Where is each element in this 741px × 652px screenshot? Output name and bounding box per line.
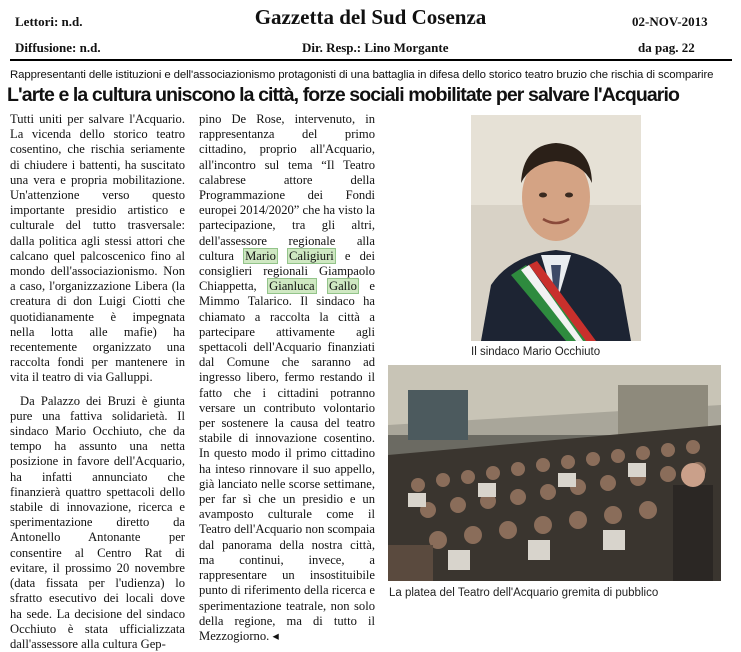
paragraph-3-part-a: pino De Rose, intervenuto, in rappresentanza del primo cittadino, proprio all'Acquario, all'incontro sul tema “Il Teatro calabrese attore della Programmazione dei Fondi europei 2014/2020” che ha visto la partecipazione, tra gli altri, dell'assessore regionale alla cultura bbox=[199, 112, 375, 263]
kicker: Rappresentanti delle istituzioni e dell'associazionismo protagonisti di una battaglia in difesa dello storico teatro bruzio che rischia di scomparire bbox=[10, 69, 714, 81]
highlight-surname: Gallo bbox=[329, 279, 357, 294]
diffusione-label: Diffusione: n.d. bbox=[15, 40, 101, 55]
mayor-photo-caption: Il sindaco Mario Occhiuto bbox=[471, 346, 601, 358]
article-column-2 bbox=[199, 112, 375, 644]
theater-audience-illustration bbox=[388, 365, 721, 581]
highlight-name: Gianluca bbox=[269, 279, 315, 294]
page-label: da pag. 22 bbox=[638, 40, 695, 55]
highlight-surname: Caligiuri bbox=[289, 248, 334, 263]
director-label: Dir. Resp.: Lino Morgante bbox=[302, 40, 449, 55]
mayor-portrait-illustration bbox=[471, 115, 641, 341]
header-rule bbox=[10, 59, 732, 61]
headline: L'arte e la cultura uniscono la città, forze sociali mobilitate per salvare l'Acquario bbox=[7, 84, 680, 106]
theater-photo-caption: La platea del Teatro dell'Acquario gremita di pubblico bbox=[389, 587, 659, 599]
paragraph-1: Tutti uniti per salvare l'Acquario. La vicenda dello storico teatro cosentino, che rischia seriamente di chiudere i battenti, ha suscitato una vera e propria mobilitazione. Un'attenzione verso questo importante presidio artistico e culturale del tutto trasversale: dalla politica agli stessi attori che calcano quel palcoscenico fino al mondo dell'associazionismo. Non a caso, l'organizzazione Libera (la creatura di don Luigi Ciotti che quotidianamente è impegnata nella lotta alle mafie) ha recentemente organizzato una raccolta fondi per mantenere in vita il teatro di via Galluppi. bbox=[10, 112, 185, 385]
paragraph-2: Da Palazzo dei Bruzi è giunta pure una fattiva solidarietà. Il sindaco Mario Occhiuto, che da tempo ha assunto una netta posizione in favore dell'Acquario, ha infatti annunciato che finanzierà quattro spettacoli dello stabile di innovazione, ricerca e sperimentazione diretto da Antonello Antonante per consentire al Centro Rat di evitare, il prossimo 20 novembre (data fissata per l'udienza) lo sfratto esecutivo dei locali dove ha sede. La decisione del sindaco Occhiuto è stata ufficializzata dall'assessore alla cultura Gep- bbox=[10, 393, 185, 651]
newspaper-title: Gazzetta del Sud Cosenza bbox=[254, 5, 487, 29]
date-label: 02-NOV-2013 bbox=[632, 14, 708, 29]
mayor-photo bbox=[471, 115, 641, 341]
paragraph-3-part-b: e dei consiglieri regionali Giampaolo Chiappetta, bbox=[199, 248, 375, 294]
article-column-1 bbox=[10, 112, 185, 652]
highlight-name: Mario bbox=[245, 248, 276, 263]
lettori-label: Lettori: n.d. bbox=[15, 14, 83, 29]
theater-photo bbox=[388, 365, 721, 581]
paragraph-3-part-c: e Mimmo Talarico. Il sindaco ha chiamato a raccolta la città a partecipare attivamente agli spettacoli dell'Acquario finanziati dal Comune che saranno ad ingresso libero, fermo restando il fatto che i cittadini potranno versare un contributo volontario per sostenere la causa del teatro stabile di innovazione cosentino. In questo modo il primo cittadino ha inteso rinnovare il suo appello, già lanciato nelle scorse settimane, per far sì che un presidio e un avamposto culturale come il Teatro dell'Acquario non scompaia dal panorama della nostra città, ma continui, invece, a rappresentare un insostituibile punto di riferimento della ricerca e sperimentazione teatrale, non solo della regione, ma di tutto il Mezzogiorno. ◂ bbox=[199, 279, 375, 643]
paragraph-3 bbox=[199, 112, 375, 644]
